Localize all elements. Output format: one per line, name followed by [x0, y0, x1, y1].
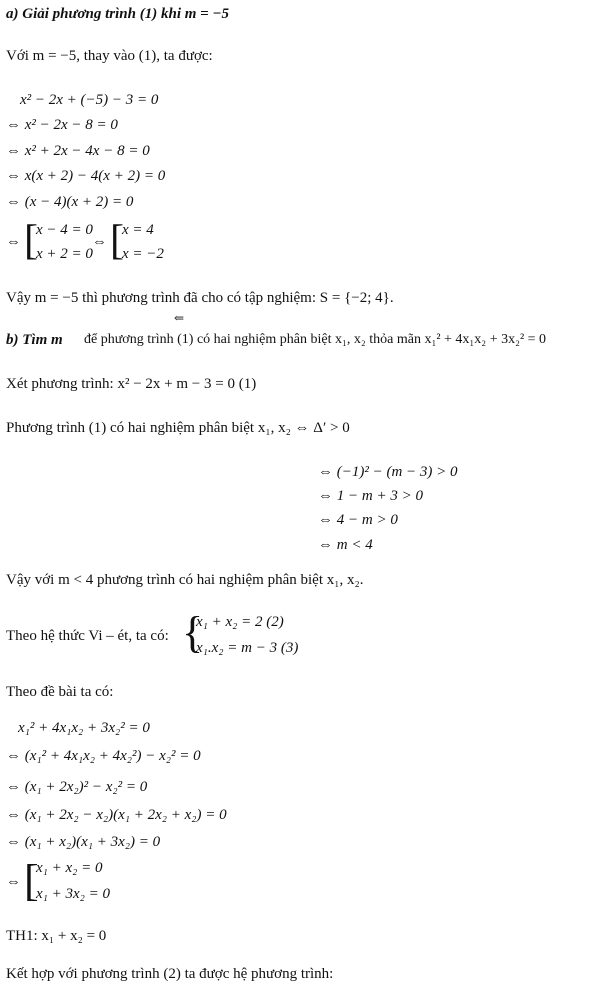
equation-line: ⇔ (x₁ + 2x₂)² − x₂² = 0	[6, 779, 148, 795]
part-a-heading: a) Giải phương trình (1) khi m = −5	[6, 6, 230, 22]
equation-line: ⇔ (x₁² + 4x₁x₂ + 4x₂²) − x₂² = 0	[6, 748, 201, 764]
inequality-line: ⇔ 4 − m > 0	[318, 512, 398, 528]
part-a-intro: Với m = −5, thay vào (1), ta được:	[6, 48, 213, 64]
bracket-icon: [	[110, 218, 124, 264]
system-line: x₁ + x₂ = 2 (2)	[196, 614, 284, 630]
equivalence-symbol: ⇔	[6, 234, 21, 250]
system-line: x = 4	[122, 222, 154, 238]
stray-arrow-icon: ⇐	[174, 311, 185, 325]
equivalence-symbol: ⇔	[6, 874, 21, 890]
equation-line: Xét phương trình: x² − 2x + m − 3 = 0 (1)	[6, 376, 257, 392]
brace-icon: {	[182, 608, 204, 657]
equation-line: ⇔ (x₁ + x₂)(x₁ + 3x₂) = 0	[6, 834, 161, 850]
vieta-label: Theo hệ thức Vi – ét, ta có:	[6, 628, 169, 644]
system-line: x + 2 = 0	[36, 246, 93, 262]
system-line: x = −2	[122, 246, 164, 262]
bracket-icon: [	[24, 856, 39, 905]
part-a-conclusion: Vậy m = −5 thì phương trình đã cho có tập nghiệm: S = {−2; 4}.	[6, 290, 394, 306]
condition-line: Phương trình (1) có hai nghiệm phân biệt x₁, x₂ ⇔ Δ′ > 0	[6, 420, 350, 436]
case-1-label: TH1: x₁ + x₂ = 0	[6, 928, 107, 944]
equation-line: ⇔ (x − 4)(x + 2) = 0	[6, 194, 134, 210]
inequality-line: ⇔ 1 − m + 3 > 0	[318, 488, 423, 504]
inequality-line: ⇔ m < 4	[318, 537, 373, 553]
part-b-heading: b) Tìm m	[6, 332, 63, 348]
equation-line: ⇔ x(x + 2) − 4(x + 2) = 0	[6, 168, 166, 184]
part-b-heading-rest: để phương trình (1) có hai nghiệm phân biệt x₁, x₂ thỏa mãn x₁² + 4x₁x₂ + 3x₂² = 0	[84, 332, 547, 347]
inequality-line: ⇔ (−1)² − (m − 3) > 0	[318, 464, 458, 480]
system-line: x₁.x₂ = m − 3 (3)	[196, 640, 299, 656]
theo-label: Theo đề bài ta có:	[6, 684, 114, 700]
equation-line: x² − 2x + (−5) − 3 = 0	[20, 92, 159, 108]
combine-label: Kết hợp với phương trình (2) ta được hệ phương trình:	[6, 966, 334, 982]
system-line: x₁ + x₂ = 0	[36, 860, 103, 876]
system-line: x − 4 = 0	[36, 222, 93, 238]
equation-line: ⇔ (x₁ + 2x₂ − x₂)(x₁ + 2x₂ + x₂) = 0	[6, 807, 227, 823]
equivalence-symbol: ⇔	[92, 234, 107, 250]
system-line: x₁ + 3x₂ = 0	[36, 886, 110, 902]
part-b-conclusion: Vậy với m < 4 phương trình có hai nghiệm phân biệt x₁, x₂.	[6, 572, 364, 588]
bracket-icon: [	[24, 218, 38, 264]
equation-line: ⇔ x² − 2x − 8 = 0	[6, 117, 118, 133]
equation-line: ⇔ x² + 2x − 4x − 8 = 0	[6, 143, 150, 159]
equation-line: x₁² + 4x₁x₂ + 3x₂² = 0	[18, 720, 150, 736]
